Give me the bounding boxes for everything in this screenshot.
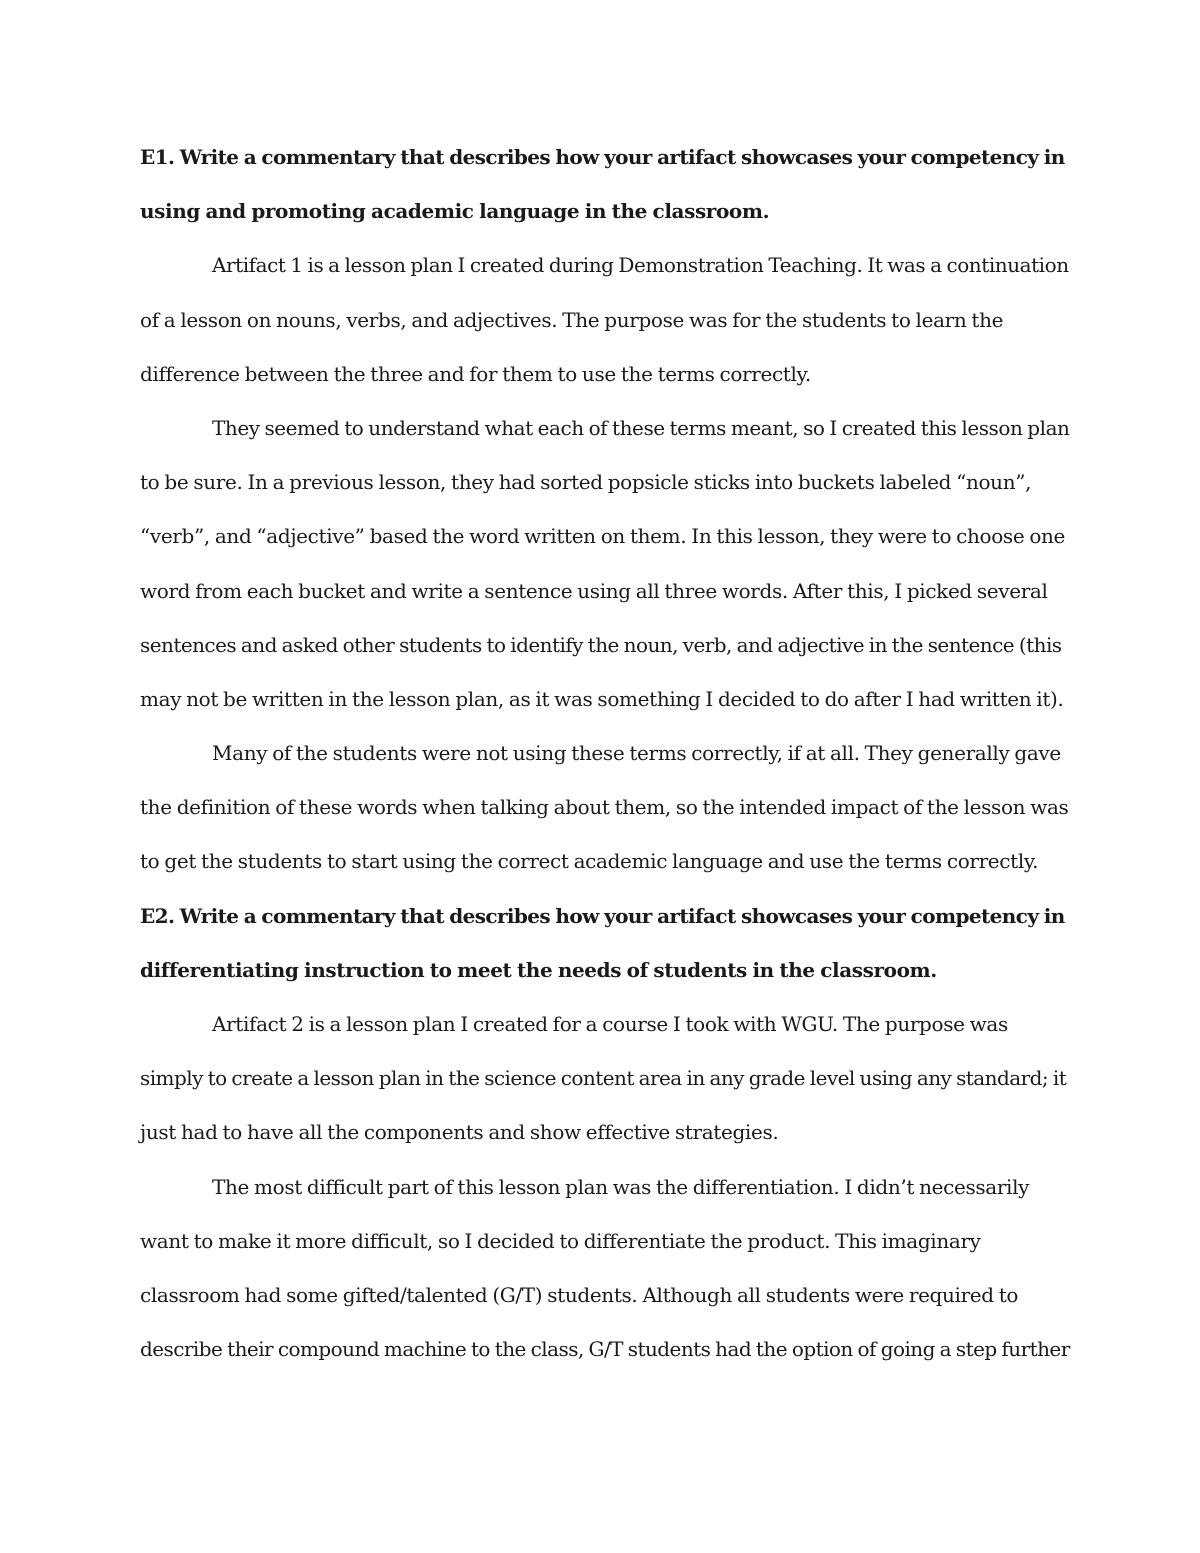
paragraph-line: They seemed to understand what each of these terms meant, so I created this lesson plan [212, 415, 1070, 440]
document-page [140, 130, 1070, 1376]
paragraph-line: want to make it more difficult, so I decided to differentiate the product. This imaginary [140, 1228, 981, 1253]
paragraph-line: to get the students to start using the correct academic language and use the terms correctly. [140, 849, 1039, 874]
paragraph-line: describe their compound machine to the class, G/T students had the option of going a step further [140, 1337, 1070, 1362]
paragraph-line: simply to create a lesson plan in the science content area in any grade level using any standard; it [140, 1066, 1067, 1091]
heading-e2-line-1: E2. Write a commentary that describes how your artifact showcases your competency in [140, 903, 1065, 928]
paragraph-line: Many of the students were not using these terms correctly, if at all. They generally gave [212, 741, 1061, 766]
paragraph-line: sentences and asked other students to identify the noun, verb, and adjective in the sentence (this [140, 632, 1062, 657]
heading-e2-line-2: differentiating instruction to meet the needs of students in the classroom. [140, 957, 937, 982]
heading-e1-line-1: E1. Write a commentary that describes how your artifact showcases your competency in [140, 145, 1065, 169]
paragraph-line: of a lesson on nouns, verbs, and adjectives. The purpose was for the students to learn the [140, 307, 1004, 332]
paragraph-line: to be sure. In a previous lesson, they had sorted popsicle sticks into buckets labeled “noun”, [140, 470, 1032, 495]
paragraph-line: “verb”, and “adjective” based the word written on them. In this lesson, they were to choose one [140, 524, 1066, 549]
paragraph-line: word from each bucket and write a sentence using all three words. After this, I picked several [140, 578, 1048, 603]
paragraph-line: classroom had some gifted/talented (G/T) students. Although all students were required to [140, 1282, 1019, 1307]
paragraph-line: Artifact 2 is a lesson plan I created for a course I took with WGU. The purpose was [212, 1012, 1008, 1036]
paragraph-line: just had to have all the components and show effective strategies. [140, 1120, 779, 1145]
paragraph-line: may not be written in the lesson plan, as it was something I decided to do after I had written it). [140, 686, 1064, 711]
paragraph-line: Artifact 1 is a lesson plan I created during Demonstration Teaching. It was a continuation [212, 253, 1069, 278]
paragraph-line: The most difficult part of this lesson plan was the differentiation. I didn’t necessarily [212, 1174, 1030, 1199]
heading-e1-line-2: using and promoting academic language in the classroom. [140, 199, 770, 224]
paragraph-line: difference between the three and for them to use the terms correctly. [140, 361, 811, 386]
paragraph-line: the definition of these words when talking about them, so the intended impact of the lesson was [140, 795, 1069, 820]
